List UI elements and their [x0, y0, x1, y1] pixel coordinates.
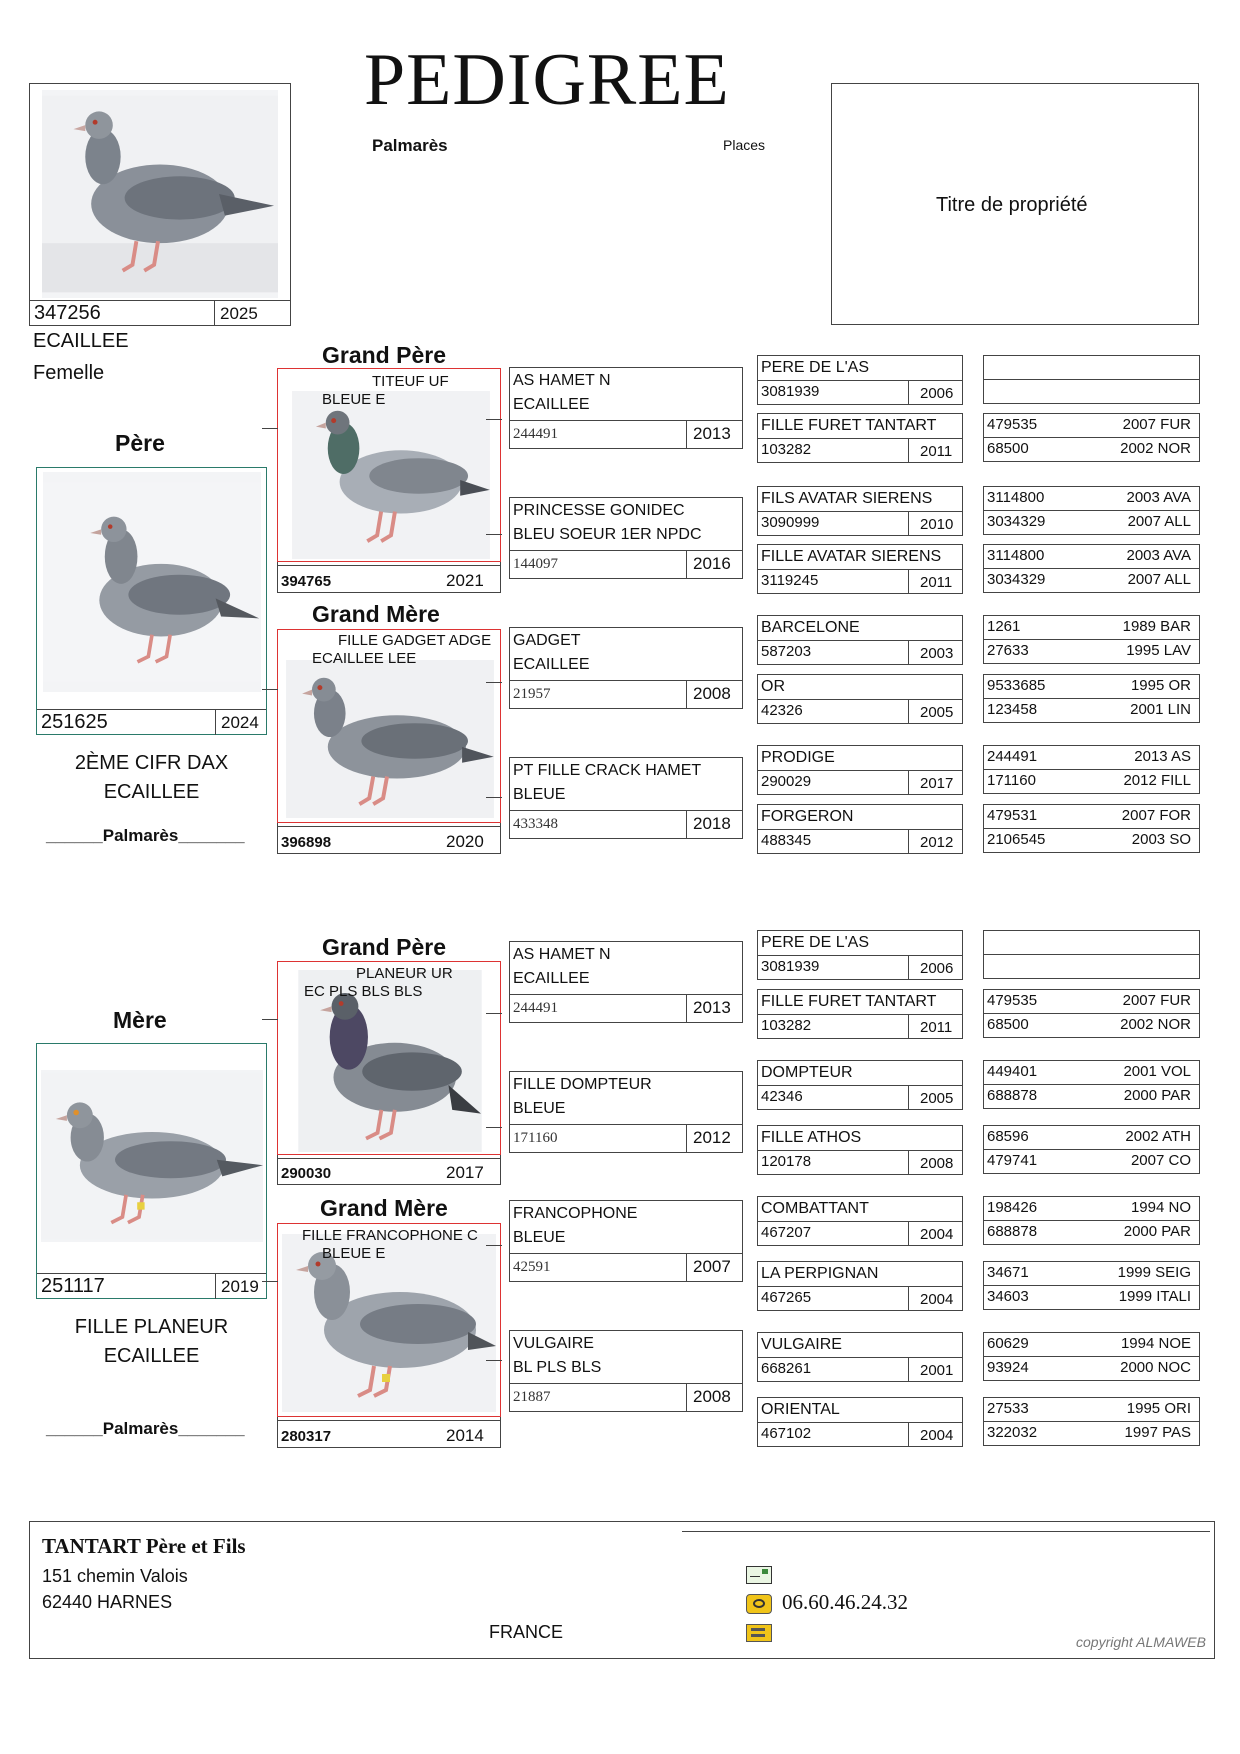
subject-card [29, 83, 291, 326]
gm2-photo [282, 1234, 496, 1412]
ancestor-card [757, 544, 963, 594]
parent-ring: 479535 [987, 992, 1038, 1009]
parent-ring: 68500 [987, 1016, 1029, 1033]
parents-card [983, 544, 1200, 593]
ancestor-ring: 290029 [761, 773, 812, 790]
ancestor-color: BL PLS BLS [513, 1359, 602, 1376]
parent-ring: 9533685 [987, 677, 1046, 694]
ancestor-card [509, 1071, 743, 1153]
ancestor-name: VULGAIRE [761, 1336, 842, 1353]
parent-info: 2002 ATH [1125, 1128, 1191, 1145]
gm1-photo [286, 660, 494, 818]
parent-ring: 3034329 [987, 513, 1046, 530]
gp1-ring: 394765 [281, 573, 332, 590]
parent-info: 2002 NOR [1120, 440, 1191, 457]
gm2-line1: FILLE FRANCOPHONE C [302, 1227, 478, 1244]
parent-info: 2007 ALL [1127, 571, 1191, 588]
gp2-line1: PLANEUR UR [356, 965, 453, 982]
subject-ring: 347256 [34, 302, 101, 324]
gm1-line1: FILLE GADGET ADGE [338, 632, 492, 649]
ancestor-name: DOMPTEUR [761, 1064, 853, 1081]
parent-info: 2007 FUR [1122, 416, 1191, 433]
ancestor-ring: 244491 [513, 426, 558, 442]
parent-ring: 688878 [987, 1087, 1038, 1104]
ancestor-name: COMBATTANT [761, 1200, 869, 1217]
gp2-heading: Grand Père [322, 934, 446, 960]
pere-card [36, 467, 267, 735]
pigeon-image [286, 660, 494, 818]
ancestor-ring: 587203 [761, 643, 812, 660]
parent-info: 2000 NOC [1120, 1359, 1191, 1376]
ancestor-year: 2008 [693, 684, 731, 703]
ancestor-ring: 488345 [761, 832, 812, 849]
mere-heading: Mère [113, 1007, 167, 1033]
subject-color: ECAILLEE [33, 330, 129, 352]
parent-ring: 34671 [987, 1264, 1029, 1281]
parent-ring: 68500 [987, 440, 1029, 457]
ancestor-year: 2011 [920, 443, 953, 460]
ancestor-card [757, 745, 963, 795]
phone-icon [746, 1594, 772, 1614]
pigeon-image [41, 1070, 263, 1242]
ancestor-color: ECAILLEE [513, 396, 590, 413]
ownership-box [831, 83, 1199, 325]
copyright-text: copyright ALMAWEB [1076, 1634, 1206, 1650]
ancestor-year: 2018 [693, 814, 731, 833]
ancestor-ring: 467102 [761, 1425, 812, 1442]
mere-card [36, 1043, 267, 1299]
ancestor-ring: 668261 [761, 1360, 812, 1377]
subject-sex: Femelle [33, 362, 105, 384]
ancestor-name: FRANCOPHONE [513, 1205, 638, 1222]
gm2-year: 2014 [446, 1426, 484, 1445]
parent-info: 1994 NO [1130, 1199, 1191, 1216]
parent-info: 1995 OR [1130, 677, 1191, 694]
ancestor-year: 2006 [920, 960, 954, 977]
gp1-line1: TITEUF UF [372, 373, 449, 390]
ancestor-year: 2013 [693, 424, 731, 443]
ancestor-card [757, 486, 963, 536]
parent-info: 1989 BAR [1122, 618, 1191, 635]
parents-card [983, 1060, 1200, 1109]
parent-info: 2013 AS [1134, 748, 1191, 765]
gp1-heading: Grand Père [322, 342, 446, 368]
ancestor-color: BLEUE [513, 1229, 566, 1246]
ancestor-name: PERE DE L'AS [761, 934, 869, 951]
ancestor-year: 2005 [920, 1090, 954, 1107]
parent-ring: 479741 [987, 1152, 1038, 1169]
ancestor-color: BLEU SOEUR 1ER NPDC [513, 526, 702, 543]
ancestor-year: 2012 [693, 1128, 731, 1147]
ancestor-year: 2004 [920, 1427, 954, 1444]
parents-card [983, 1196, 1200, 1245]
parent-info: 2000 PAR [1123, 1223, 1191, 1240]
parent-info: 2003 AVA [1126, 547, 1191, 564]
parent-ring: 449401 [987, 1063, 1038, 1080]
ancestor-ring: 42591 [513, 1259, 551, 1275]
parent-ring: 27633 [987, 642, 1029, 659]
subject-year: 2025 [220, 304, 258, 323]
parent-info: 1995 ORI [1126, 1400, 1191, 1417]
ownership-title: Titre de propriété [936, 194, 1088, 216]
pere-line1: 2ÈME CIFR DAX [74, 752, 229, 774]
ancestor-card [509, 367, 743, 449]
ancestor-year: 2007 [693, 1257, 731, 1276]
parents-card [983, 1125, 1200, 1174]
ancestor-name: ORIENTAL [761, 1401, 840, 1418]
ancestor-card [757, 674, 963, 724]
ancestor-color: BLEUE [513, 1100, 566, 1117]
gp1-year: 2021 [446, 571, 484, 590]
ancestor-year: 2008 [693, 1387, 731, 1406]
owner-country: FRANCE [489, 1622, 564, 1642]
phone-number[interactable]: 06.60.46.24.32 [782, 1590, 908, 1614]
parent-ring: 3114800 [987, 489, 1045, 506]
parents-card [983, 1332, 1200, 1381]
ancestor-name: FILLE DOMPTEUR [513, 1076, 652, 1093]
parents-card [983, 930, 1200, 979]
ancestor-ring: 467265 [761, 1289, 812, 1306]
parent-info: 2003 SO [1131, 831, 1191, 848]
pigeon-image [282, 1234, 496, 1412]
ancestor-ring: 467207 [761, 1224, 812, 1241]
gp1-card [277, 368, 501, 593]
gp2-year: 2017 [446, 1163, 484, 1182]
ancestor-ring: 244491 [513, 1000, 558, 1016]
pigeon-image [42, 90, 278, 298]
ancestor-ring: 3119245 [761, 572, 819, 589]
parent-info: 2001 LIN [1130, 701, 1191, 718]
ancestor-ring: 21887 [513, 1389, 551, 1405]
parent-ring: 68596 [987, 1128, 1029, 1145]
ancestor-year: 2011 [920, 574, 953, 591]
ancestor-year: 2004 [920, 1291, 954, 1308]
ancestor-ring: 21957 [513, 686, 551, 702]
fax-icon [746, 1624, 772, 1642]
ancestor-card [757, 355, 963, 405]
ancestor-name: FILLE ATHOS [761, 1129, 862, 1146]
parents-card [983, 615, 1200, 664]
ancestor-card [757, 1261, 963, 1311]
parent-ring: 34603 [987, 1288, 1029, 1305]
places-label: Places [723, 137, 766, 153]
owner-city: 62440 HARNES [42, 1592, 173, 1612]
pigeon-image [292, 391, 490, 559]
ancestor-name: VULGAIRE [513, 1335, 594, 1352]
ancestor-ring: 3090999 [761, 514, 820, 531]
parent-info: 2007 FUR [1122, 992, 1191, 1009]
ancestor-year: 2004 [920, 1226, 954, 1243]
ancestor-card [757, 989, 963, 1039]
gm2-ring: 280317 [281, 1428, 332, 1445]
ancestor-card [757, 1196, 963, 1246]
ancestor-name: FILLE AVATAR SIERENS [761, 548, 942, 565]
ancestor-ring: 3081939 [761, 958, 820, 975]
ancestor-year: 2011 [920, 1019, 953, 1036]
parent-info: 2012 FILL [1123, 772, 1191, 789]
ancestor-name: PT FILLE CRACK HAMET [513, 762, 702, 779]
ancestor-ring: 3081939 [761, 383, 820, 400]
ancestor-ring: 103282 [761, 1017, 812, 1034]
parent-ring: 27533 [987, 1400, 1029, 1417]
gm2-line2: BLEUE E [322, 1245, 386, 1262]
parent-ring: 479531 [987, 807, 1038, 824]
ancestor-card [757, 413, 963, 463]
gm1-card [277, 629, 501, 854]
gm1-year: 2020 [446, 832, 484, 851]
parent-info: 2007 CO [1130, 1152, 1191, 1169]
pere-palmares: ______Palmarès_______ [46, 826, 245, 845]
ancestor-year: 2001 [920, 1362, 954, 1379]
ancestor-color: BLEUE [513, 786, 566, 803]
ancestor-year: 2005 [920, 704, 954, 721]
ancestor-year: 2013 [693, 998, 731, 1017]
ancestor-name: PRODIGE [761, 749, 835, 766]
gp2-card [277, 961, 501, 1185]
ancestor-ring: 120178 [761, 1153, 812, 1170]
ancestor-year: 2008 [920, 1155, 954, 1172]
gm2-heading: Grand Mère [320, 1195, 448, 1221]
palmares-label: Palmarès [372, 136, 448, 155]
parents-card [983, 413, 1200, 462]
ancestor-name: FORGERON [761, 808, 854, 825]
parents-card [983, 989, 1200, 1038]
ancestor-card [509, 941, 743, 1023]
parent-ring: 2106545 [987, 831, 1046, 848]
parent-ring: 3034329 [987, 571, 1046, 588]
parent-ring: 198426 [987, 1199, 1038, 1216]
parent-info: 2002 NOR [1120, 1016, 1191, 1033]
ancestor-name: FILLE FURET TANTART [761, 993, 937, 1010]
mere-palmares: ______Palmarès_______ [46, 1419, 245, 1438]
pere-photo [43, 472, 261, 692]
parents-card [983, 804, 1200, 853]
ancestor-name: LA PERPIGNAN [761, 1265, 879, 1282]
ancestor-name: PERE DE L'AS [761, 359, 869, 376]
ancestor-name: BARCELONE [761, 619, 860, 636]
parent-info: 2001 VOL [1123, 1063, 1191, 1080]
parents-card [983, 745, 1200, 794]
gp1-line2: BLEUE E [322, 391, 386, 408]
mere-line2: ECAILLEE [103, 1345, 200, 1367]
page-title: PEDIGREE [364, 39, 730, 121]
ancestor-name: GADGET [513, 632, 581, 649]
parent-info: 2003 AVA [1126, 489, 1191, 506]
gp1-photo [292, 391, 490, 559]
ancestor-ring: 433348 [513, 816, 558, 832]
pigeon-image [43, 472, 261, 692]
mere-ring: 251117 [41, 1275, 105, 1297]
parent-info: 1999 SEIG [1117, 1264, 1191, 1281]
parent-info: 1997 PAS [1124, 1424, 1191, 1441]
ancestor-card [509, 627, 743, 709]
ancestor-color: ECAILLEE [513, 656, 590, 673]
gp2-line2: EC PLS BLS BLS [304, 983, 423, 1000]
parent-ring: 244491 [987, 748, 1038, 765]
gm1-line2: ECAILLEE LEE [312, 650, 417, 667]
ancestor-ring: 103282 [761, 441, 812, 458]
parent-ring: 171160 [987, 772, 1036, 789]
mere-year: 2019 [221, 1277, 259, 1296]
ancestor-year: 2010 [920, 516, 954, 533]
parents-card [983, 1261, 1200, 1310]
ancestor-card [757, 1332, 963, 1382]
mail-icon [746, 1566, 772, 1584]
parent-ring: 479535 [987, 416, 1038, 433]
parent-info: 1999 ITALI [1118, 1288, 1191, 1305]
ancestor-year: 2006 [920, 385, 954, 402]
mere-photo [41, 1070, 263, 1242]
ancestor-card [757, 804, 963, 854]
pere-line2: ECAILLEE [103, 781, 200, 803]
parent-ring: 688878 [987, 1223, 1038, 1240]
parent-ring: 322032 [987, 1424, 1038, 1441]
gp2-ring: 290030 [281, 1165, 332, 1182]
ancestor-card [757, 1125, 963, 1175]
parents-card [983, 674, 1200, 723]
ancestor-year: 2003 [920, 645, 954, 662]
parent-info: 1995 LAV [1126, 642, 1191, 659]
ancestor-name: AS HAMET N [513, 946, 611, 963]
parent-ring: 123458 [987, 701, 1038, 718]
ancestor-card [509, 1330, 743, 1412]
ancestor-name: OR [761, 678, 785, 695]
owner-name: TANTART Père et Fils [42, 1534, 246, 1558]
ancestor-card [509, 497, 743, 579]
ancestor-card [757, 1397, 963, 1447]
gm1-heading: Grand Mère [312, 601, 440, 627]
footer-box [29, 1521, 1215, 1659]
ancestor-year: 2017 [920, 775, 954, 792]
ancestor-card [509, 757, 743, 839]
parent-ring: 1261 [987, 618, 1021, 635]
parent-ring: 3114800 [987, 547, 1045, 564]
ancestor-name: FILLE FURET TANTART [761, 417, 937, 434]
ancestor-ring: 171160 [513, 1130, 558, 1146]
ancestor-year: 2016 [693, 554, 731, 573]
pere-year: 2024 [221, 713, 259, 732]
parent-info: 2000 PAR [1123, 1087, 1191, 1104]
pere-heading: Père [115, 430, 165, 456]
ancestor-card [509, 1200, 743, 1282]
parents-card [983, 1397, 1200, 1446]
ancestor-ring: 42326 [761, 702, 803, 719]
ancestor-name: FILS AVATAR SIERENS [761, 490, 933, 507]
pere-ring: 251625 [41, 711, 108, 733]
mere-line1: FILLE PLANEUR [74, 1316, 229, 1338]
gm2-card [277, 1223, 501, 1448]
parents-card [983, 355, 1200, 404]
gm1-ring: 396898 [281, 834, 332, 851]
subject-photo [42, 90, 278, 298]
ancestor-color: ECAILLEE [513, 970, 590, 987]
ancestor-ring: 144097 [513, 556, 558, 572]
ancestor-name: AS HAMET N [513, 372, 611, 389]
ancestor-card [757, 615, 963, 665]
ancestor-card [757, 1060, 963, 1110]
owner-street: 151 chemin Valois [42, 1566, 188, 1586]
parent-info: 2007 FOR [1121, 807, 1191, 824]
parent-ring: 60629 [987, 1335, 1029, 1352]
ancestor-year: 2012 [920, 834, 954, 851]
parent-info: 2007 ALL [1127, 513, 1191, 530]
ancestor-name: PRINCESSE GONIDEC [513, 502, 685, 519]
ancestor-ring: 42346 [761, 1088, 803, 1105]
parent-info: 1994 NOE [1120, 1335, 1191, 1352]
parents-card [983, 486, 1200, 535]
parent-ring: 93924 [987, 1359, 1029, 1376]
ancestor-card [757, 930, 963, 980]
